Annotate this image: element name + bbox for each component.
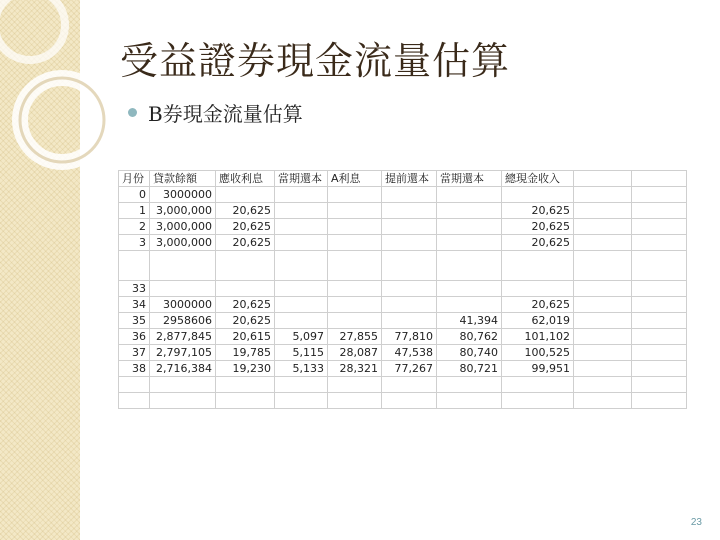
- table-cell: 3,000,000: [150, 219, 216, 235]
- table-cell: [328, 251, 382, 281]
- table-header-cell: [632, 171, 687, 187]
- table-cell: [150, 251, 216, 281]
- table-cell: [328, 297, 382, 313]
- table-cell: [632, 219, 687, 235]
- table-cell: [328, 203, 382, 219]
- table-row: [119, 345, 687, 361]
- table-cell: [574, 329, 632, 345]
- table-row: [119, 281, 687, 297]
- table-cell: 3,000,000: [150, 235, 216, 251]
- table-cell: 27,855: [328, 329, 382, 345]
- table-cell: [328, 219, 382, 235]
- table-cell: [382, 281, 437, 297]
- table-cell: [119, 393, 150, 409]
- table-header-cell: A利息: [328, 171, 382, 187]
- table-cell: [437, 203, 502, 219]
- table-cell: 5,097: [275, 329, 328, 345]
- table-cell: [382, 377, 437, 393]
- table-header-cell: [574, 171, 632, 187]
- table-cell: 20,625: [216, 219, 275, 235]
- table-cell: [216, 393, 275, 409]
- table-cell: [574, 313, 632, 329]
- table-cell: 34: [119, 297, 150, 313]
- table-header-cell: 提前還本: [382, 171, 437, 187]
- table-cell: 20,625: [216, 297, 275, 313]
- table-header-cell: 月份: [119, 171, 150, 187]
- table-cell: 20,625: [502, 203, 574, 219]
- table-cell: 35: [119, 313, 150, 329]
- table-cell: [382, 251, 437, 281]
- table-cell: 77,810: [382, 329, 437, 345]
- table-cell: 28,087: [328, 345, 382, 361]
- table-cell: [275, 313, 328, 329]
- table-cell: [150, 393, 216, 409]
- table-cell: 62,019: [502, 313, 574, 329]
- table-cell: 19,785: [216, 345, 275, 361]
- table-cell: 3: [119, 235, 150, 251]
- table-cell: [328, 235, 382, 251]
- page-number: 23: [690, 517, 702, 528]
- table-cell: [632, 377, 687, 393]
- table-cell: 33: [119, 281, 150, 297]
- table-header-cell: 總現金收入: [502, 171, 574, 187]
- slide-title: 受益證券現金流量估算: [120, 39, 511, 83]
- table-cell: [437, 393, 502, 409]
- table-cell: 1: [119, 203, 150, 219]
- table-cell: 41,394: [437, 313, 502, 329]
- table-row: [119, 361, 687, 377]
- table-cell: 99,951: [502, 361, 574, 377]
- table-cell: [382, 203, 437, 219]
- table-cell: [574, 203, 632, 219]
- table-cell: [275, 219, 328, 235]
- table-cell: [502, 393, 574, 409]
- table-cell: 37: [119, 345, 150, 361]
- table-header-cell: 貸款餘額: [150, 171, 216, 187]
- table-cell: 5,115: [275, 345, 328, 361]
- table-cell: [502, 187, 574, 203]
- table-cell: 2,797,105: [150, 345, 216, 361]
- table-cell: [574, 219, 632, 235]
- table-header-row: [119, 171, 687, 187]
- table-cell: [437, 297, 502, 313]
- table-cell: [632, 297, 687, 313]
- table-cell: [574, 297, 632, 313]
- table-cell: [216, 187, 275, 203]
- bullet-text: B券現金流量估算: [148, 102, 303, 126]
- table-cell: 20,625: [502, 235, 574, 251]
- table-cell: 20,615: [216, 329, 275, 345]
- table-cell: [632, 251, 687, 281]
- table-cell: [382, 393, 437, 409]
- table-cell: 20,625: [216, 235, 275, 251]
- table-cell: 100,525: [502, 345, 574, 361]
- table-cell: [437, 377, 502, 393]
- table-cell: [574, 377, 632, 393]
- table-cell: [632, 361, 687, 377]
- table-cell: 20,625: [502, 297, 574, 313]
- table-header-cell: 應收利息: [216, 171, 275, 187]
- table-cell: 38: [119, 361, 150, 377]
- table-cell: [150, 377, 216, 393]
- table-cell: [275, 281, 328, 297]
- cash-flow-table: [118, 170, 687, 409]
- table-row: [119, 313, 687, 329]
- table-cell: 47,538: [382, 345, 437, 361]
- table-cell: 2,877,845: [150, 329, 216, 345]
- table-cell: [574, 393, 632, 409]
- table-row: [119, 235, 687, 251]
- table-cell: [275, 377, 328, 393]
- table-cell: [275, 393, 328, 409]
- table-cell: [328, 313, 382, 329]
- table-cell: 3000000: [150, 187, 216, 203]
- table-cell: [150, 281, 216, 297]
- table-cell: [119, 251, 150, 281]
- table-cell: [275, 235, 328, 251]
- table-cell: 20,625: [216, 203, 275, 219]
- table-cell: [502, 281, 574, 297]
- table-cell: [382, 187, 437, 203]
- table-cell: 2958606: [150, 313, 216, 329]
- table-row: [119, 377, 687, 393]
- table-cell: 2: [119, 219, 150, 235]
- table-cell: 5,133: [275, 361, 328, 377]
- table-row: [119, 329, 687, 345]
- table-cell: [574, 235, 632, 251]
- table-cell: 20,625: [502, 219, 574, 235]
- table-cell: [382, 219, 437, 235]
- table-cell: [437, 281, 502, 297]
- table-cell: [328, 393, 382, 409]
- table-cell: [437, 235, 502, 251]
- table-cell: [502, 251, 574, 281]
- table-cell: [275, 297, 328, 313]
- table-cell: [632, 235, 687, 251]
- table-cell: [632, 313, 687, 329]
- table-cell: [216, 377, 275, 393]
- table-cell: [216, 251, 275, 281]
- table-cell: 36: [119, 329, 150, 345]
- table-cell: 28,321: [328, 361, 382, 377]
- table-cell: 101,102: [502, 329, 574, 345]
- table-cell: 3000000: [150, 297, 216, 313]
- table-cell: 80,762: [437, 329, 502, 345]
- table-cell: [275, 251, 328, 281]
- table-row: [119, 187, 687, 203]
- table-cell: 19,230: [216, 361, 275, 377]
- table-cell: [632, 281, 687, 297]
- table-row: [119, 219, 687, 235]
- table-header-cell: 當期還本: [437, 171, 502, 187]
- table-cell: [216, 281, 275, 297]
- table-row: [119, 203, 687, 219]
- table-cell: 2,716,384: [150, 361, 216, 377]
- table-cell: [437, 187, 502, 203]
- table-cell: [328, 377, 382, 393]
- bullet-item: [128, 98, 303, 127]
- table-cell: [275, 187, 328, 203]
- table-cell: [574, 281, 632, 297]
- table-cell: [328, 281, 382, 297]
- table-cell: 0: [119, 187, 150, 203]
- table-cell: [632, 329, 687, 345]
- table-cell: [574, 345, 632, 361]
- table-cell: 77,267: [382, 361, 437, 377]
- table-cell: 80,721: [437, 361, 502, 377]
- table-cell: [632, 187, 687, 203]
- table-cell: [574, 251, 632, 281]
- table-cell: [119, 377, 150, 393]
- table-cell: 3,000,000: [150, 203, 216, 219]
- table-cell: [275, 203, 328, 219]
- table-cell: [502, 377, 574, 393]
- table-cell: [382, 313, 437, 329]
- table-header-cell: 當期還本: [275, 171, 328, 187]
- bullet-dot-icon: [128, 108, 137, 117]
- table-row: [119, 393, 687, 409]
- table-cell: 20,625: [216, 313, 275, 329]
- table-row: [119, 251, 687, 281]
- table-cell: [574, 361, 632, 377]
- table-cell: [328, 187, 382, 203]
- table-cell: [632, 345, 687, 361]
- table-row: [119, 297, 687, 313]
- table-cell: [382, 235, 437, 251]
- table-cell: [437, 219, 502, 235]
- table-cell: 80,740: [437, 345, 502, 361]
- table-cell: [632, 393, 687, 409]
- table-cell: [574, 187, 632, 203]
- table-cell: [382, 297, 437, 313]
- table-cell: [437, 251, 502, 281]
- table-cell: [632, 203, 687, 219]
